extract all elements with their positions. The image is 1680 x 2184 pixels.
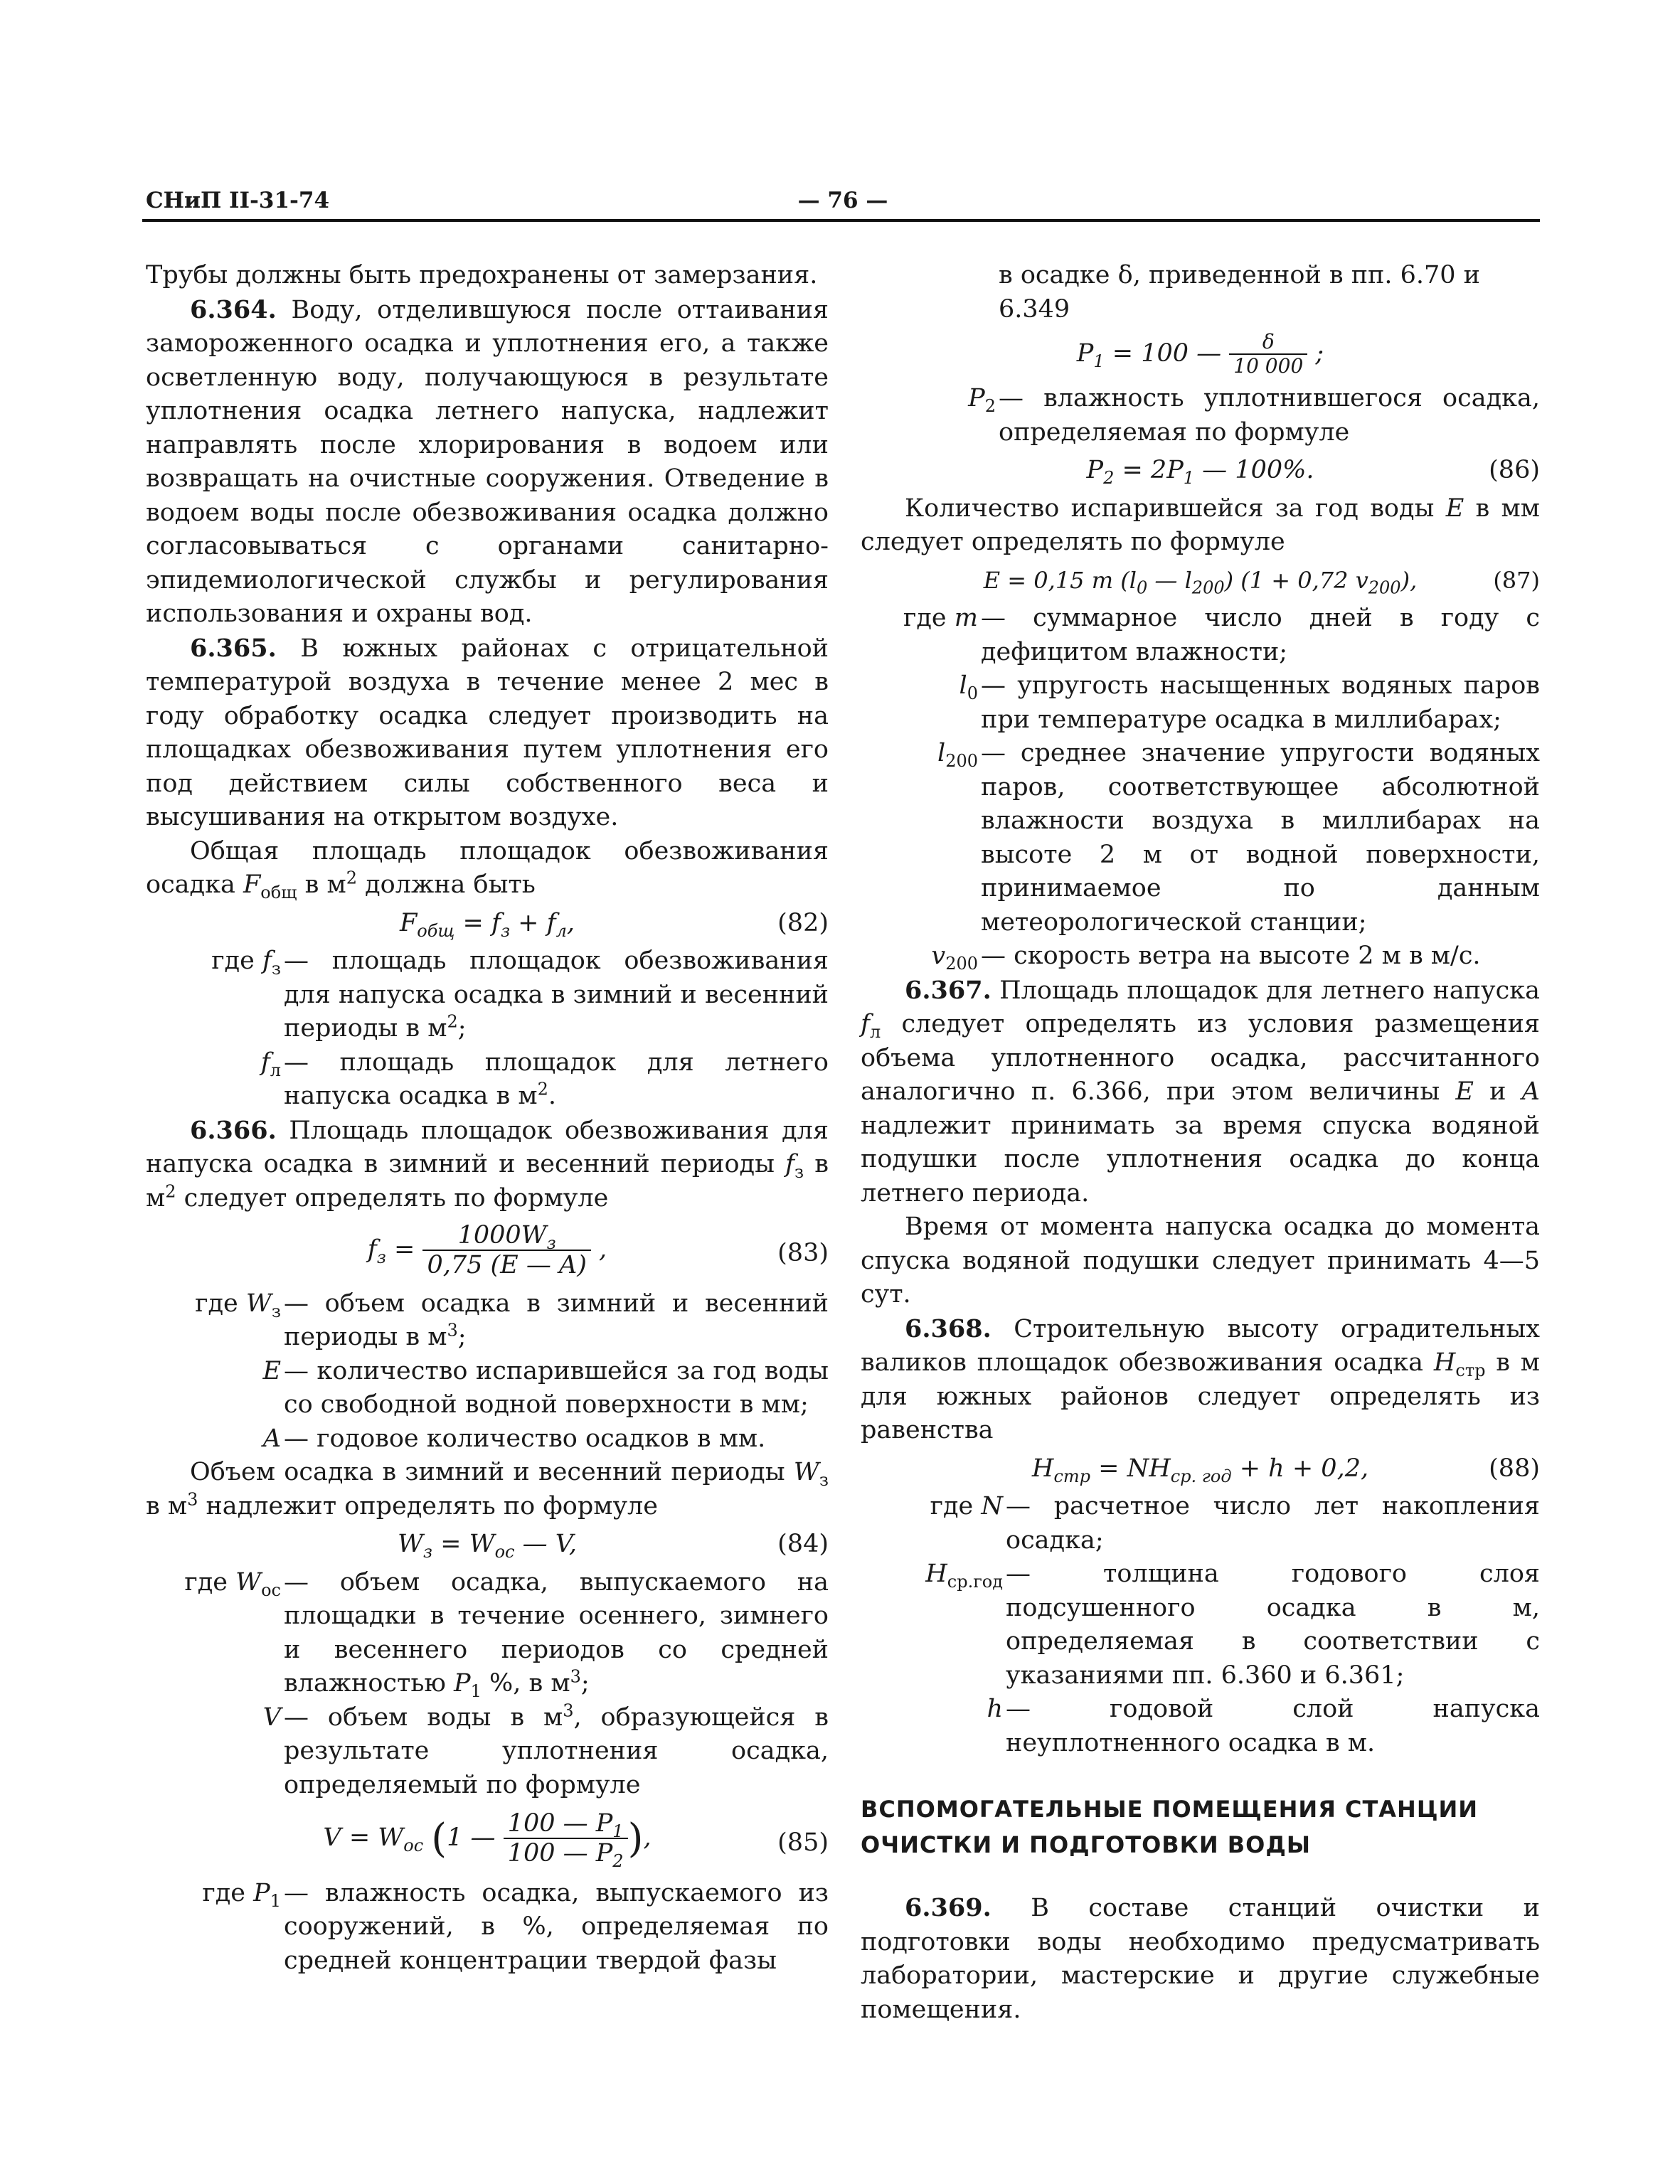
clause-number: 6.368. [905,1314,991,1343]
paragraph-volume: Объем осадка в зимний и весенний периоды $W_з$ в $м^3$ надлежит определять по формуле [146,1458,829,1520]
paragraph-total-area: Общая площадь площадок обезвоживания осадка $F_{общ}$ в $м^2$ должна быть [146,836,829,902]
formula-number: (83) [777,1239,829,1267]
clause-number: 6.365. [190,633,277,663]
page-number: — 76 — [797,188,888,213]
formula-number: (86) [1489,456,1540,485]
formula-p1: $P_1 = 100$ — $\frac{\delta}{10 000}$ ; [1076,330,1324,378]
formula-87: E = 0,15 m ($l_0$ — $l_{200}$) (1 + 0,72 $v_{200}$), (87) [861,564,1540,598]
definition: $f_л$ — площадь площадок для летнего напуска осадка в $м^2$. [260,1048,829,1110]
definition: где N — расчетное число лет накопления осадка; [930,1492,1540,1555]
clause-number: 6.364. [190,294,277,324]
clause-number: 6.366. [190,1115,277,1145]
definition: где $f_з$ — площадь площадок обезвоживания для напуска осадка в зимний и весенний периоды в $м^2$; [211,947,829,1043]
definition: $v_{200}$ — скорость ветра на высоте 2 м в м/с. [931,942,1481,974]
definition: h — годовой слой напуска неуплотненного осадка в м. [987,1695,1540,1757]
definition: где $P_1$ — влажность осадка, выпускаемого из сооружений, в %, определяемая по средней концентрации твердой фазы [202,1878,829,1975]
clause-text: Воду, отделившуюся после оттаивания замороженного осадка и уплотнения его, а также осветленную воду, получающуюся в результате уплотнения осадка летнего напуска, надлежит направлять после хлорирования в водоем или возвращать на очистные сооружения. Отведение в водоем воды после обезвоживания осадка должно согласовываться с органами санитарно-эпидемиологической службы и регулирования использования и охраны вод. [146,295,829,628]
right-column [861,259,1540,2027]
page-header [146,183,1540,219]
section-heading: ВСПОМОГАТЕЛЬНЫЕ ПОМЕЩЕНИЯ СТАНЦИИ ОЧИСТКИ И ПОДГОТОВКИ ВОДЫ [861,1796,1479,1859]
formula-88: $H_{стр} = NH_{ср. год} + h + 0,2$, (88) [861,1452,1540,1486]
formula-number: (88) [1489,1454,1540,1483]
formula-number: (87) [1493,566,1540,594]
clause-6-366: 6.366. Площадь площадок обезвоживания для напуска осадка в зимний и весенний периоды $f_з$ в $м^2$ следует определять по формуле [146,1115,829,1213]
formula-number: (84) [777,1530,829,1558]
definition: V — объем воды в $м^3$, образующейся в результате уплотнения осадка, определяемый по формуле [262,1700,829,1799]
left-column [146,259,829,1978]
formula-83: $f_з$ = $\frac{1000W_з}{0,75 (E — A)}$ , (83) [367,1221,829,1280]
clause-number: 6.369. [905,1893,991,1923]
definition: где $W_{ос}$ — объем осадка, выпускаемого на площадки в течение осеннего, зимнего и весеннего периодов со средней влажностью $P_1$ %, в $м^3$; [184,1567,829,1701]
clause-text: В южных районах с отрицательной температурой воздуха в течение менее 2 мес в году обработку осадка следует производить на площадках обезвоживания путем уплотнения его под действием силы собственного веса и высушивания на открытом воздухе. [146,634,829,831]
formula-86: $P_2 = 2P_1$ — 100%. (86) [861,454,1540,488]
definition-continued: в осадке δ, приведенной в пп. 6.70 и 6.349 [999,261,1480,324]
definition: $l_0$ — упругость насыщенных водяных паров при температуре осадка в миллибарах; [959,671,1540,734]
definition: E — количество испарившейся за год воды со свободной водной поверхности в мм; [262,1356,829,1419]
definition: где m — суммарное число дней в году с дефицитом влажности; [903,604,1540,666]
definition: $P_2$ — влажность уплотнившегося осадка, определяемая по формуле [968,384,1540,447]
paragraph-time: Время от момента напуска осадка до момента спуска водяной подушки следует принимать 4—5 сут. [861,1213,1540,1309]
clause-6-367: 6.367. Площадь площадок для летнего напуска $f_л$ следует определять из условия размещения объема уплотненного осадка, рассчитанного аналогично п. 6.366, при этом величины E и A надлежит принимать за время спуска водяной подушки после уплотнения осадка до конца летнего периода. [861,975,1540,1208]
formula-number: (82) [777,908,829,937]
definition: $H_{ср.год}$ — толщина годового слоя подсушенного осадка в м, определяемая в соответствии с указаниями пп. 6.360 и 6.361; [925,1560,1540,1690]
clause-6-364 [146,293,829,632]
clause-6-369: 6.369. В составе станций очистки и подготовки воды необходимо предусматривать лаборатории, мастерские и другие служебные помещения. [861,1893,1540,2024]
clause-6-365 [146,632,829,835]
clause-6-368: 6.368. Строительную высоту оградительных валиков площадок обезвоживания осадка $H_{стр}$ в м для южных районов следует определять из равенства [861,1314,1540,1445]
definition: $l_{200}$ — среднее значение упругости водяных паров, соответствующее абсолютной влажности воздуха в миллибарах на высоте 2 м от водной поверхности, принимаемое по данным метеорологической станции; [937,739,1540,937]
definition: где $W_з$ — объем осадка в зимний и весенний периоды в $м^3$; [195,1289,829,1351]
formula-number: (85) [777,1828,829,1857]
paragraph-evaporation: Количество испарившейся за год воды E в мм следует определять по формуле [861,494,1540,557]
document-code: СНиП II-31-74 [146,188,330,213]
formula-84: $W_з = W_{ос}$ — V, (84) [146,1528,829,1562]
paragraph: Трубы должны быть предохранены от замерзания. [146,261,818,289]
clause-number: 6.367. [905,975,991,1005]
definition: A — годовое количество осадков в мм. [262,1424,766,1453]
formula-82: $F_{общ} = f_з + f_л$, (82) [146,907,829,941]
formula-85: $V = W_{ос}$ (1 — $\frac{100 — P_1}{100 — P_2}$ ), (85) [323,1809,829,1872]
header-rule [142,219,1540,222]
